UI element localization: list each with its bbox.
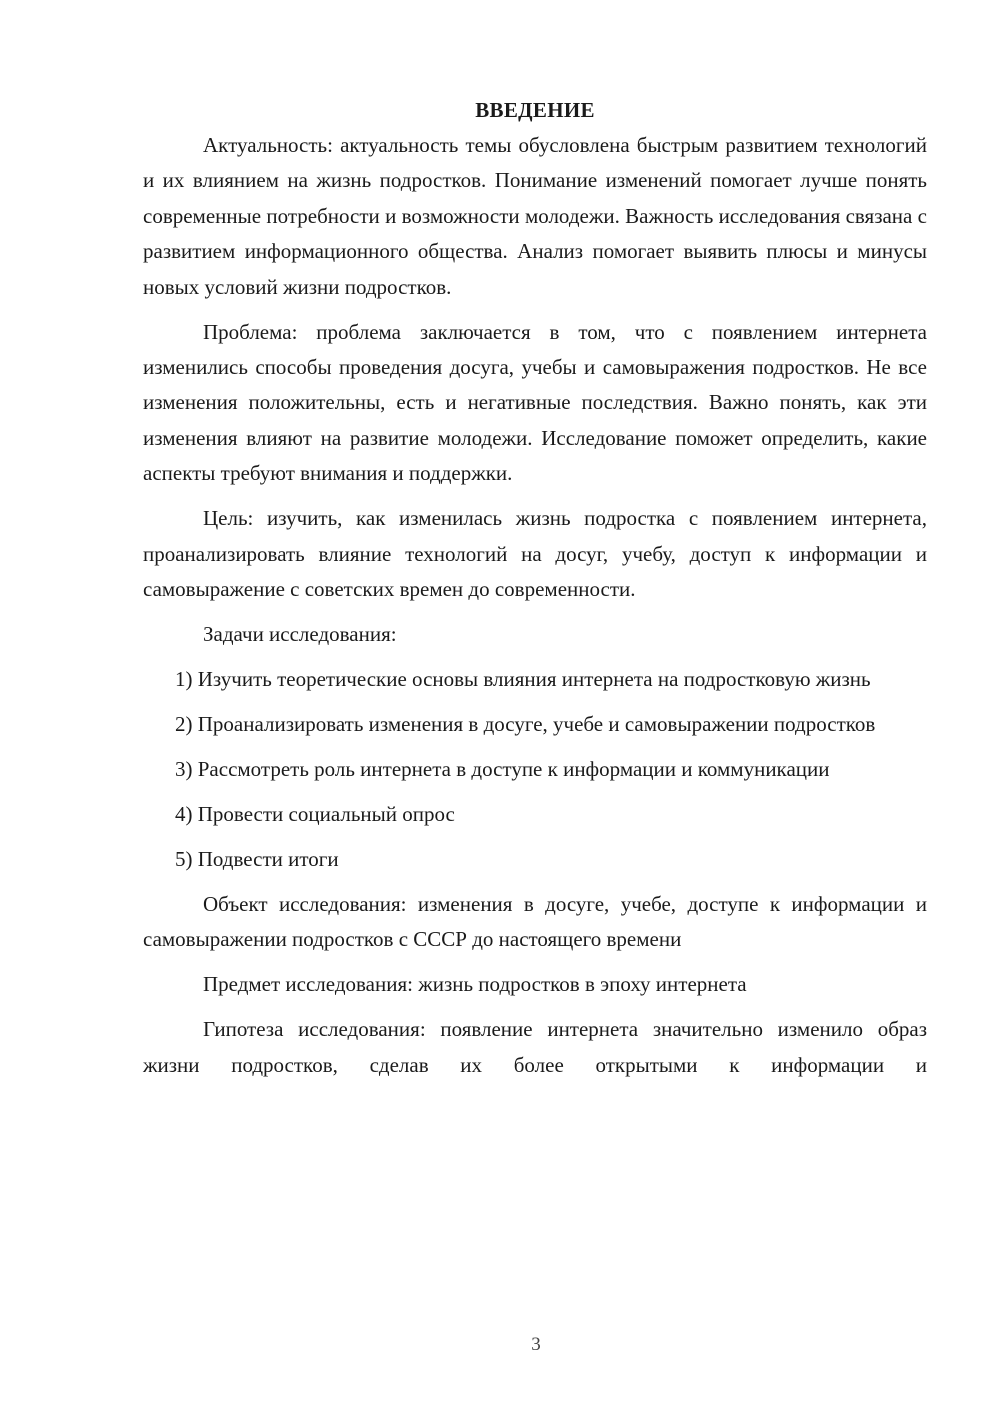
page-title: ВВЕДЕНИЕ xyxy=(475,98,595,122)
paragraph-goal: Цель: изучить, как изменилась жизнь подростка с появлением интернета, проанализировать влияние технологий на досуг, учебу, доступ к информации и самовыражение с советских времен до современности. xyxy=(143,506,927,602)
paragraph-subject: Предмет исследования: жизнь подростков в эпоху интернета xyxy=(203,972,747,997)
document-page xyxy=(143,92,927,1083)
paragraph-object: Объект исследования: изменения в досуге, учебе, доступе к информации и самовыражении подростков с СССР до настоящего времени xyxy=(143,892,927,952)
list-item-task-1: 1) Изучить теоретические основы влияния интернета на подростковую жизнь xyxy=(175,667,871,692)
list-item-task-2: 2) Проанализировать изменения в досуге, учебе и самовыражении подростков xyxy=(175,712,876,737)
paragraph-hypothesis: Гипотеза исследования: появление интернета значительно изменило образ жизни подростков, сделав их более открытыми к информации и xyxy=(143,1017,927,1077)
paragraph-problem: Проблема: проблема заключается в том, что с появлением интернета изменились способы проведения досуга, учебы и самовыражения подростков. Не все изменения положительны, есть и негативные последствия. Важно понять, как эти изменения влияют на развитие молодежи. Исследование поможет определить, какие аспекты требуют внимания и поддержки. xyxy=(143,319,927,486)
paragraph-tasks-heading: Задачи исследования: xyxy=(203,622,397,647)
page-number: 3 xyxy=(531,1334,541,1355)
list-item-task-4: 4) Провести социальный опрос xyxy=(175,802,455,827)
list-item-task-5: 5) Подвести итоги xyxy=(175,847,339,872)
list-item-task-3: 3) Рассмотреть роль интернета в доступе к информации и коммуникации xyxy=(175,757,830,782)
paragraph-relevance: Актуальность: актуальность темы обусловлена быстрым развитием технологий и их влиянием на жизнь подростков. Понимание изменений помогает лучше понять современные потребности и возможности молодежи. Важность исследования связана с развитием информационного общества. Анализ помогает выявить плюсы и минусы новых условий жизни подростков. xyxy=(143,133,927,299)
